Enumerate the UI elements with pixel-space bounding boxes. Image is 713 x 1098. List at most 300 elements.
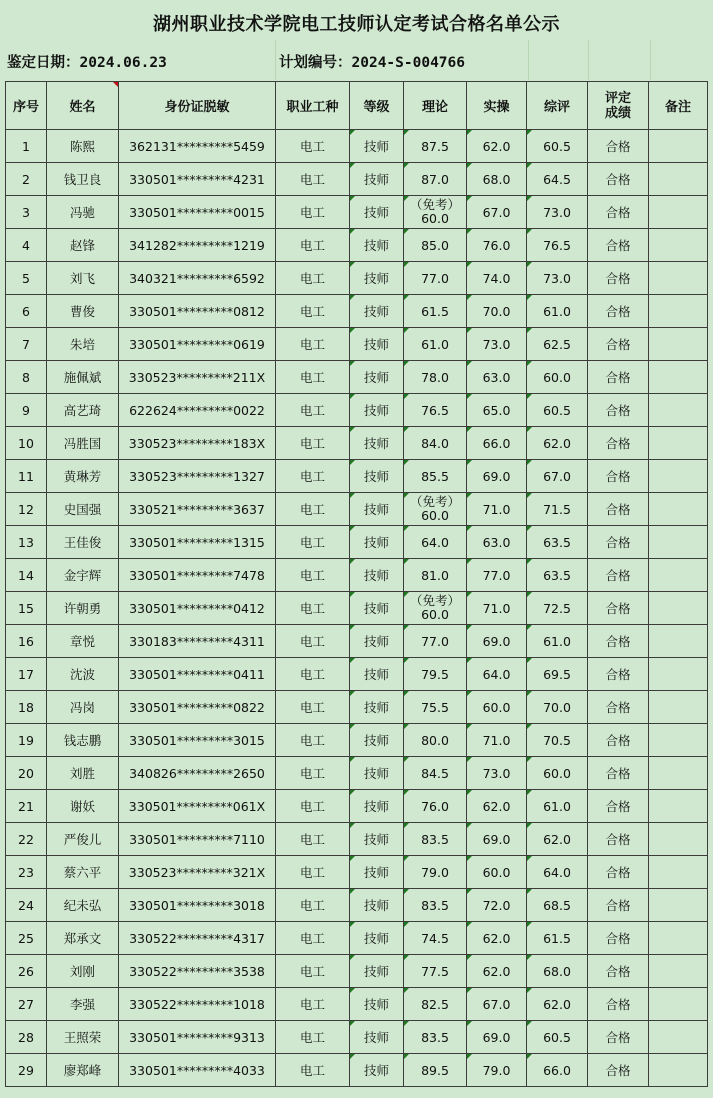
cell-result[interactable]: 合格 — [588, 460, 649, 493]
cell-id[interactable]: 330501*********9313 — [119, 1021, 276, 1054]
cell-theory[interactable]: 77.0 — [404, 625, 467, 658]
header-theory[interactable]: 理论 — [404, 82, 467, 130]
cell-overall[interactable]: 68.0 — [527, 955, 588, 988]
cell-job[interactable]: 电工 — [276, 856, 350, 889]
cell-result[interactable]: 合格 — [588, 889, 649, 922]
cell-no[interactable]: 18 — [6, 691, 47, 724]
cell-job[interactable]: 电工 — [276, 1054, 350, 1087]
cell-theory[interactable]: 76.0 — [404, 790, 467, 823]
cell-theory[interactable]: 79.5 — [404, 658, 467, 691]
cell-no[interactable]: 16 — [6, 625, 47, 658]
cell-id[interactable]: 330522*********1018 — [119, 988, 276, 1021]
cell-id[interactable]: 330522*********4317 — [119, 922, 276, 955]
cell-overall[interactable]: 63.5 — [527, 526, 588, 559]
cell-result[interactable]: 合格 — [588, 823, 649, 856]
cell-level[interactable]: 技师 — [350, 526, 404, 559]
cell-overall[interactable]: 62.0 — [527, 427, 588, 460]
cell-overall[interactable]: 64.5 — [527, 163, 588, 196]
cell-remark[interactable] — [649, 856, 708, 889]
cell-name[interactable]: 刘胜 — [47, 757, 119, 790]
cell-overall[interactable]: 67.0 — [527, 460, 588, 493]
cell-name[interactable]: 施佩斌 — [47, 361, 119, 394]
cell-id[interactable]: 330523*********321X — [119, 856, 276, 889]
cell-result[interactable]: 合格 — [588, 295, 649, 328]
cell-remark[interactable] — [649, 328, 708, 361]
cell-result[interactable]: 合格 — [588, 724, 649, 757]
cell-theory[interactable]: 81.0 — [404, 559, 467, 592]
cell-no[interactable]: 7 — [6, 328, 47, 361]
cell-name[interactable]: 赵锋 — [47, 229, 119, 262]
cell-name[interactable]: 高艺琦 — [47, 394, 119, 427]
cell-practice[interactable]: 69.0 — [467, 823, 527, 856]
cell-result[interactable]: 合格 — [588, 790, 649, 823]
cell-id[interactable]: 622624*********0022 — [119, 394, 276, 427]
cell-id[interactable]: 330501*********1315 — [119, 526, 276, 559]
cell-id[interactable]: 330501*********4231 — [119, 163, 276, 196]
cell-remark[interactable] — [649, 757, 708, 790]
cell-level[interactable]: 技师 — [350, 988, 404, 1021]
cell-overall[interactable]: 76.5 — [527, 229, 588, 262]
cell-job[interactable]: 电工 — [276, 559, 350, 592]
cell-remark[interactable] — [649, 229, 708, 262]
cell-result[interactable]: 合格 — [588, 526, 649, 559]
cell-overall[interactable]: 69.5 — [527, 658, 588, 691]
cell-job[interactable]: 电工 — [276, 196, 350, 229]
cell-result[interactable]: 合格 — [588, 196, 649, 229]
cell-no[interactable]: 6 — [6, 295, 47, 328]
cell-remark[interactable] — [649, 559, 708, 592]
cell-remark[interactable] — [649, 460, 708, 493]
cell-level[interactable]: 技师 — [350, 559, 404, 592]
cell-level[interactable]: 技师 — [350, 361, 404, 394]
cell-practice[interactable]: 67.0 — [467, 196, 527, 229]
cell-overall[interactable]: 71.5 — [527, 493, 588, 526]
header-id[interactable]: 身份证脱敏 — [119, 82, 276, 130]
cell-no[interactable]: 3 — [6, 196, 47, 229]
cell-job[interactable]: 电工 — [276, 922, 350, 955]
cell-no[interactable]: 19 — [6, 724, 47, 757]
cell-remark[interactable] — [649, 889, 708, 922]
header-job[interactable]: 职业工种 — [276, 82, 350, 130]
cell-job[interactable]: 电工 — [276, 757, 350, 790]
cell-practice[interactable]: 69.0 — [467, 460, 527, 493]
cell-no[interactable]: 23 — [6, 856, 47, 889]
cell-id[interactable]: 330501*********3015 — [119, 724, 276, 757]
cell-overall[interactable]: 68.5 — [527, 889, 588, 922]
cell-practice[interactable]: 73.0 — [467, 757, 527, 790]
cell-result[interactable]: 合格 — [588, 394, 649, 427]
cell-practice[interactable]: 73.0 — [467, 328, 527, 361]
cell-job[interactable]: 电工 — [276, 361, 350, 394]
cell-practice[interactable]: 74.0 — [467, 262, 527, 295]
cell-level[interactable]: 技师 — [350, 625, 404, 658]
cell-remark[interactable] — [649, 493, 708, 526]
cell-result[interactable]: 合格 — [588, 130, 649, 163]
cell-level[interactable]: 技师 — [350, 856, 404, 889]
header-level[interactable]: 等级 — [350, 82, 404, 130]
cell-practice[interactable]: 76.0 — [467, 229, 527, 262]
cell-remark[interactable] — [649, 262, 708, 295]
cell-id[interactable]: 330522*********3538 — [119, 955, 276, 988]
cell-practice[interactable]: 69.0 — [467, 625, 527, 658]
cell-practice[interactable]: 67.0 — [467, 988, 527, 1021]
cell-practice[interactable]: 69.0 — [467, 1021, 527, 1054]
cell-overall[interactable]: 72.5 — [527, 592, 588, 625]
cell-theory[interactable]: 76.5 — [404, 394, 467, 427]
cell-overall[interactable]: 64.0 — [527, 856, 588, 889]
cell-id[interactable]: 340826*********2650 — [119, 757, 276, 790]
cell-result[interactable]: 合格 — [588, 328, 649, 361]
cell-remark[interactable] — [649, 625, 708, 658]
cell-overall[interactable]: 63.5 — [527, 559, 588, 592]
cell-level[interactable]: 技师 — [350, 790, 404, 823]
cell-theory[interactable] — [404, 196, 467, 229]
cell-job[interactable]: 电工 — [276, 295, 350, 328]
cell-remark[interactable] — [649, 922, 708, 955]
cell-no[interactable]: 24 — [6, 889, 47, 922]
cell-job[interactable]: 电工 — [276, 592, 350, 625]
cell-no[interactable]: 29 — [6, 1054, 47, 1087]
cell-theory[interactable]: 78.0 — [404, 361, 467, 394]
cell-theory[interactable]: 64.0 — [404, 526, 467, 559]
cell-name[interactable]: 郑承文 — [47, 922, 119, 955]
cell-no[interactable]: 22 — [6, 823, 47, 856]
cell-job[interactable]: 电工 — [276, 526, 350, 559]
cell-overall[interactable]: 60.5 — [527, 394, 588, 427]
cell-level[interactable]: 技师 — [350, 1021, 404, 1054]
header-practice[interactable]: 实操 — [467, 82, 527, 130]
cell-practice[interactable]: 63.0 — [467, 361, 527, 394]
cell-remark[interactable] — [649, 955, 708, 988]
cell-practice[interactable]: 62.0 — [467, 922, 527, 955]
cell-theory[interactable]: 83.5 — [404, 889, 467, 922]
cell-name[interactable]: 黄琳芳 — [47, 460, 119, 493]
cell-level[interactable]: 技师 — [350, 757, 404, 790]
cell-job[interactable]: 电工 — [276, 394, 350, 427]
cell-level[interactable]: 技师 — [350, 955, 404, 988]
cell-name[interactable]: 沈波 — [47, 658, 119, 691]
cell-remark[interactable] — [649, 1021, 708, 1054]
cell-name[interactable]: 王佳俊 — [47, 526, 119, 559]
cell-theory[interactable] — [404, 592, 467, 625]
cell-result[interactable]: 合格 — [588, 658, 649, 691]
cell-remark[interactable] — [649, 361, 708, 394]
cell-name[interactable]: 王照荣 — [47, 1021, 119, 1054]
header-no[interactable]: 序号 — [6, 82, 47, 130]
cell-practice[interactable]: 62.0 — [467, 790, 527, 823]
cell-overall[interactable]: 66.0 — [527, 1054, 588, 1087]
cell-level[interactable]: 技师 — [350, 493, 404, 526]
cell-result[interactable]: 合格 — [588, 691, 649, 724]
cell-practice[interactable]: 66.0 — [467, 427, 527, 460]
cell-name[interactable]: 严俊儿 — [47, 823, 119, 856]
cell-job[interactable]: 电工 — [276, 625, 350, 658]
cell-name[interactable]: 许朝勇 — [47, 592, 119, 625]
cell-job[interactable]: 电工 — [276, 493, 350, 526]
cell-id[interactable]: 330501*********3018 — [119, 889, 276, 922]
cell-theory[interactable]: 74.5 — [404, 922, 467, 955]
cell-name[interactable]: 刘飞 — [47, 262, 119, 295]
cell-result[interactable]: 合格 — [588, 361, 649, 394]
cell-theory[interactable]: 77.0 — [404, 262, 467, 295]
cell-level[interactable]: 技师 — [350, 658, 404, 691]
cell-result[interactable]: 合格 — [588, 559, 649, 592]
cell-result[interactable]: 合格 — [588, 427, 649, 460]
cell-name[interactable]: 钱卫良 — [47, 163, 119, 196]
cell-job[interactable]: 电工 — [276, 988, 350, 1021]
cell-remark[interactable] — [649, 526, 708, 559]
cell-job[interactable]: 电工 — [276, 262, 350, 295]
cell-name[interactable]: 蔡六平 — [47, 856, 119, 889]
cell-job[interactable]: 电工 — [276, 1021, 350, 1054]
cell-no[interactable]: 5 — [6, 262, 47, 295]
cell-id[interactable]: 330501*********0812 — [119, 295, 276, 328]
cell-job[interactable]: 电工 — [276, 724, 350, 757]
cell-practice[interactable]: 60.0 — [467, 691, 527, 724]
cell-no[interactable]: 21 — [6, 790, 47, 823]
cell-theory[interactable]: 80.0 — [404, 724, 467, 757]
cell-id[interactable]: 330501*********0412 — [119, 592, 276, 625]
cell-theory[interactable]: 79.0 — [404, 856, 467, 889]
cell-job[interactable]: 电工 — [276, 955, 350, 988]
cell-overall[interactable]: 61.0 — [527, 295, 588, 328]
cell-no[interactable]: 27 — [6, 988, 47, 1021]
cell-theory[interactable] — [404, 493, 467, 526]
cell-name[interactable]: 纪未弘 — [47, 889, 119, 922]
cell-theory[interactable]: 84.0 — [404, 427, 467, 460]
cell-id[interactable]: 330523*********211X — [119, 361, 276, 394]
cell-theory[interactable]: 61.0 — [404, 328, 467, 361]
cell-overall[interactable]: 73.0 — [527, 262, 588, 295]
cell-id[interactable]: 330523*********183X — [119, 427, 276, 460]
cell-result[interactable]: 合格 — [588, 493, 649, 526]
cell-result[interactable]: 合格 — [588, 625, 649, 658]
cell-practice[interactable]: 63.0 — [467, 526, 527, 559]
cell-remark[interactable] — [649, 130, 708, 163]
cell-no[interactable]: 13 — [6, 526, 47, 559]
cell-no[interactable]: 8 — [6, 361, 47, 394]
cell-theory[interactable]: 87.0 — [404, 163, 467, 196]
cell-name[interactable]: 刘刚 — [47, 955, 119, 988]
cell-result[interactable]: 合格 — [588, 163, 649, 196]
cell-name[interactable]: 钱志鹏 — [47, 724, 119, 757]
cell-id[interactable]: 330521*********3637 — [119, 493, 276, 526]
cell-overall[interactable]: 60.5 — [527, 1021, 588, 1054]
cell-id[interactable]: 330501*********061X — [119, 790, 276, 823]
cell-practice[interactable]: 65.0 — [467, 394, 527, 427]
cell-name[interactable]: 陈熙 — [47, 130, 119, 163]
cell-name[interactable]: 章悦 — [47, 625, 119, 658]
cell-practice[interactable]: 71.0 — [467, 724, 527, 757]
cell-id[interactable]: 340321*********6592 — [119, 262, 276, 295]
cell-job[interactable]: 电工 — [276, 460, 350, 493]
cell-overall[interactable]: 61.5 — [527, 922, 588, 955]
cell-job[interactable]: 电工 — [276, 130, 350, 163]
header-name[interactable]: 姓名 — [47, 82, 119, 130]
cell-remark[interactable] — [649, 790, 708, 823]
cell-id[interactable]: 362131*********5459 — [119, 130, 276, 163]
cell-job[interactable]: 电工 — [276, 790, 350, 823]
cell-level[interactable]: 技师 — [350, 823, 404, 856]
cell-no[interactable]: 17 — [6, 658, 47, 691]
cell-job[interactable]: 电工 — [276, 427, 350, 460]
cell-level[interactable]: 技师 — [350, 1054, 404, 1087]
cell-result[interactable]: 合格 — [588, 262, 649, 295]
cell-name[interactable]: 金宇辉 — [47, 559, 119, 592]
cell-overall[interactable]: 70.0 — [527, 691, 588, 724]
cell-remark[interactable] — [649, 427, 708, 460]
cell-no[interactable]: 1 — [6, 130, 47, 163]
cell-overall[interactable]: 60.0 — [527, 757, 588, 790]
header-overall[interactable]: 综评 — [527, 82, 588, 130]
cell-no[interactable]: 9 — [6, 394, 47, 427]
cell-no[interactable]: 4 — [6, 229, 47, 262]
cell-level[interactable]: 技师 — [350, 922, 404, 955]
cell-result[interactable]: 合格 — [588, 757, 649, 790]
cell-remark[interactable] — [649, 691, 708, 724]
cell-no[interactable]: 10 — [6, 427, 47, 460]
header-remark[interactable]: 备注 — [649, 82, 708, 130]
cell-name[interactable]: 史国强 — [47, 493, 119, 526]
cell-id[interactable]: 330501*********0619 — [119, 328, 276, 361]
cell-practice[interactable]: 70.0 — [467, 295, 527, 328]
cell-theory[interactable]: 75.5 — [404, 691, 467, 724]
cell-no[interactable]: 26 — [6, 955, 47, 988]
cell-result[interactable]: 合格 — [588, 1021, 649, 1054]
cell-practice[interactable]: 77.0 — [467, 559, 527, 592]
cell-name[interactable]: 冯岗 — [47, 691, 119, 724]
cell-result[interactable]: 合格 — [588, 856, 649, 889]
cell-id[interactable]: 330501*********7110 — [119, 823, 276, 856]
cell-overall[interactable]: 60.0 — [527, 361, 588, 394]
cell-job[interactable]: 电工 — [276, 163, 350, 196]
cell-no[interactable]: 11 — [6, 460, 47, 493]
cell-id[interactable]: 330501*********4033 — [119, 1054, 276, 1087]
cell-theory[interactable]: 85.5 — [404, 460, 467, 493]
cell-practice[interactable]: 79.0 — [467, 1054, 527, 1087]
cell-id[interactable]: 330523*********1327 — [119, 460, 276, 493]
cell-no[interactable]: 2 — [6, 163, 47, 196]
cell-level[interactable]: 技师 — [350, 427, 404, 460]
cell-no[interactable]: 12 — [6, 493, 47, 526]
cell-id[interactable]: 330501*********0411 — [119, 658, 276, 691]
cell-theory[interactable]: 82.5 — [404, 988, 467, 1021]
cell-theory[interactable]: 83.5 — [404, 823, 467, 856]
cell-remark[interactable] — [649, 988, 708, 1021]
cell-name[interactable]: 冯胜国 — [47, 427, 119, 460]
cell-name[interactable]: 廖郑峰 — [47, 1054, 119, 1087]
header-result[interactable] — [588, 82, 649, 130]
cell-theory[interactable]: 83.5 — [404, 1021, 467, 1054]
cell-level[interactable]: 技师 — [350, 196, 404, 229]
cell-remark[interactable] — [649, 724, 708, 757]
cell-level[interactable]: 技师 — [350, 130, 404, 163]
cell-practice[interactable]: 60.0 — [467, 856, 527, 889]
cell-practice[interactable]: 68.0 — [467, 163, 527, 196]
cell-job[interactable]: 电工 — [276, 823, 350, 856]
cell-remark[interactable] — [649, 658, 708, 691]
cell-id[interactable]: 330501*********0015 — [119, 196, 276, 229]
cell-remark[interactable] — [649, 196, 708, 229]
cell-overall[interactable]: 73.0 — [527, 196, 588, 229]
cell-overall[interactable]: 61.0 — [527, 790, 588, 823]
cell-result[interactable]: 合格 — [588, 229, 649, 262]
cell-result[interactable]: 合格 — [588, 1054, 649, 1087]
cell-result[interactable]: 合格 — [588, 922, 649, 955]
cell-overall[interactable]: 62.0 — [527, 823, 588, 856]
cell-remark[interactable] — [649, 823, 708, 856]
cell-level[interactable]: 技师 — [350, 163, 404, 196]
cell-overall[interactable]: 62.0 — [527, 988, 588, 1021]
cell-name[interactable]: 李强 — [47, 988, 119, 1021]
cell-no[interactable]: 14 — [6, 559, 47, 592]
cell-id[interactable]: 330501*********7478 — [119, 559, 276, 592]
cell-remark[interactable] — [649, 295, 708, 328]
cell-name[interactable]: 谢妖 — [47, 790, 119, 823]
cell-remark[interactable] — [649, 1054, 708, 1087]
cell-level[interactable]: 技师 — [350, 328, 404, 361]
cell-id[interactable]: 330183*********4311 — [119, 625, 276, 658]
cell-practice[interactable]: 62.0 — [467, 955, 527, 988]
cell-practice[interactable]: 62.0 — [467, 130, 527, 163]
cell-result[interactable]: 合格 — [588, 592, 649, 625]
cell-theory[interactable]: 77.5 — [404, 955, 467, 988]
cell-level[interactable]: 技师 — [350, 394, 404, 427]
cell-level[interactable]: 技师 — [350, 262, 404, 295]
cell-overall[interactable]: 62.5 — [527, 328, 588, 361]
cell-practice[interactable]: 64.0 — [467, 658, 527, 691]
cell-theory[interactable]: 61.5 — [404, 295, 467, 328]
cell-no[interactable]: 20 — [6, 757, 47, 790]
cell-level[interactable]: 技师 — [350, 460, 404, 493]
cell-remark[interactable] — [649, 163, 708, 196]
cell-name[interactable]: 曹俊 — [47, 295, 119, 328]
cell-no[interactable]: 15 — [6, 592, 47, 625]
cell-level[interactable]: 技师 — [350, 295, 404, 328]
cell-id[interactable]: 341282*********1219 — [119, 229, 276, 262]
cell-level[interactable]: 技师 — [350, 691, 404, 724]
cell-remark[interactable] — [649, 394, 708, 427]
cell-id[interactable]: 330501*********0822 — [119, 691, 276, 724]
cell-name[interactable]: 冯驰 — [47, 196, 119, 229]
cell-theory[interactable]: 89.5 — [404, 1054, 467, 1087]
cell-overall[interactable]: 60.5 — [527, 130, 588, 163]
cell-practice[interactable]: 71.0 — [467, 592, 527, 625]
cell-theory[interactable]: 85.0 — [404, 229, 467, 262]
cell-practice[interactable]: 72.0 — [467, 889, 527, 922]
cell-job[interactable]: 电工 — [276, 691, 350, 724]
cell-overall[interactable]: 70.5 — [527, 724, 588, 757]
cell-level[interactable]: 技师 — [350, 229, 404, 262]
cell-overall[interactable]: 61.0 — [527, 625, 588, 658]
cell-result[interactable]: 合格 — [588, 955, 649, 988]
cell-practice[interactable]: 71.0 — [467, 493, 527, 526]
cell-result[interactable]: 合格 — [588, 988, 649, 1021]
cell-job[interactable]: 电工 — [276, 658, 350, 691]
cell-level[interactable]: 技师 — [350, 592, 404, 625]
cell-no[interactable]: 25 — [6, 922, 47, 955]
cell-remark[interactable] — [649, 592, 708, 625]
cell-job[interactable]: 电工 — [276, 229, 350, 262]
cell-theory[interactable]: 84.5 — [404, 757, 467, 790]
cell-job[interactable]: 电工 — [276, 889, 350, 922]
cell-name[interactable]: 朱培 — [47, 328, 119, 361]
cell-level[interactable]: 技师 — [350, 724, 404, 757]
cell-no[interactable]: 28 — [6, 1021, 47, 1054]
cell-job[interactable]: 电工 — [276, 328, 350, 361]
cell-level[interactable]: 技师 — [350, 889, 404, 922]
cell-theory[interactable]: 87.5 — [404, 130, 467, 163]
